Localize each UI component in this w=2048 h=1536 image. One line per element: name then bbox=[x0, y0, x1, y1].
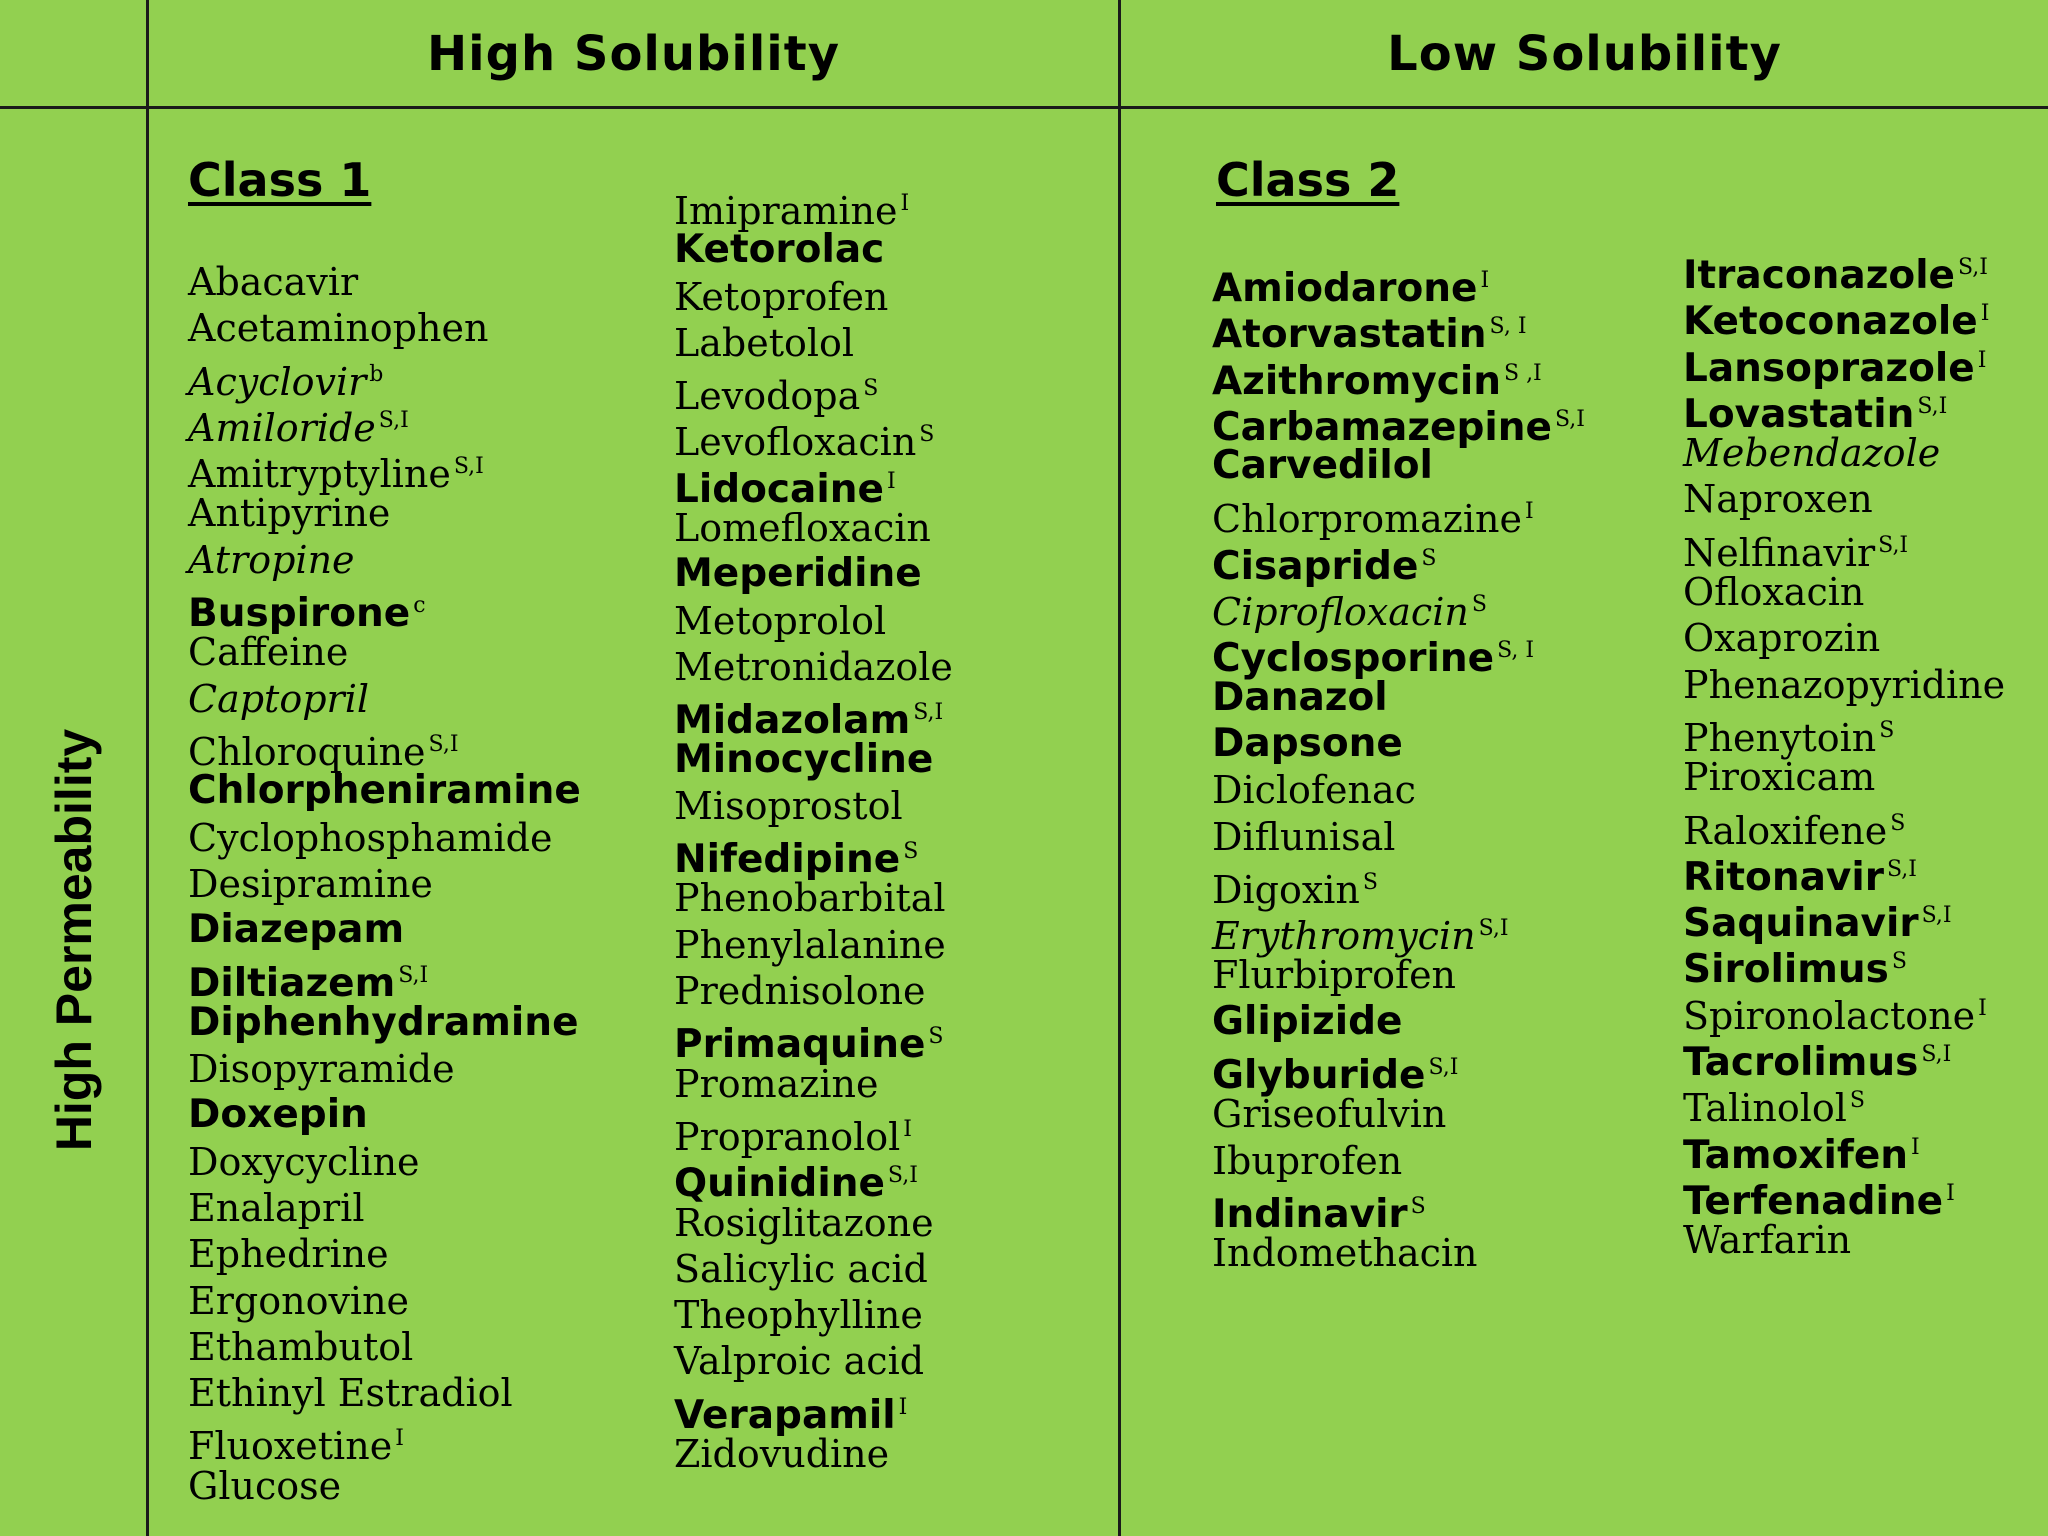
drug-annotation: S bbox=[1362, 869, 1378, 895]
drug-annotation: S,I bbox=[1921, 1042, 1952, 1068]
drug-item bbox=[674, 505, 953, 551]
drug-name: Meperidine bbox=[674, 551, 922, 597]
drug-name: Valproic acid bbox=[674, 1339, 925, 1384]
row-label-high-permeability: High Permeability bbox=[46, 728, 102, 1152]
drug-annotation: S,I bbox=[1555, 406, 1585, 432]
drug-name: Ergonovine bbox=[188, 1278, 410, 1323]
drug-item bbox=[1212, 1230, 1585, 1276]
drug-name: Abacavir bbox=[188, 260, 359, 304]
drug-item bbox=[1683, 291, 2005, 345]
drug-name: Enalapril bbox=[188, 1185, 365, 1230]
drug-name: Diazepam bbox=[188, 907, 405, 953]
drug-name: Amiloride bbox=[188, 405, 376, 450]
drug-name: Ethambutol bbox=[188, 1324, 414, 1369]
drug-name: Nelfinavir bbox=[1683, 530, 1876, 575]
drug-annotation: I bbox=[1911, 1134, 1920, 1160]
drug-item bbox=[1212, 675, 1585, 721]
drug-name: Dapsone bbox=[1212, 720, 1403, 766]
drug-annotation: S,I bbox=[428, 731, 459, 757]
drug-item bbox=[188, 444, 581, 497]
drug-name: Theophylline bbox=[674, 1293, 923, 1338]
drug-name: Captopril bbox=[188, 676, 370, 721]
drug-annotation: I bbox=[1977, 347, 1987, 373]
drug-annotation: S bbox=[1471, 592, 1487, 618]
drug-name: Carvedilol bbox=[1212, 443, 1433, 489]
drug-name: Lomefloxacin bbox=[674, 506, 931, 551]
drug-annotation: S,I bbox=[453, 454, 484, 480]
drug-item bbox=[674, 1153, 953, 1207]
drug-item bbox=[1683, 754, 2005, 800]
drug-name: Tacrolimus bbox=[1683, 1040, 1919, 1086]
drug-item bbox=[188, 1278, 581, 1324]
drug-item bbox=[674, 875, 953, 921]
drug-name: Propranolol bbox=[674, 1114, 901, 1159]
drug-name: Salicylic acid bbox=[674, 1246, 928, 1291]
drug-name: Nifedipine bbox=[674, 837, 901, 883]
class-1-drug-list-left bbox=[188, 259, 581, 1509]
drug-item bbox=[188, 259, 581, 305]
drug-item bbox=[1683, 1078, 2005, 1131]
drug-name: Piroxicam bbox=[1683, 755, 1876, 800]
drug-name: Ofloxacin bbox=[1683, 570, 1865, 615]
drug-item bbox=[188, 907, 581, 953]
drug-name: Levodopa bbox=[674, 374, 861, 419]
drug-name: Atorvastatin bbox=[1212, 312, 1487, 358]
drug-annotation: S bbox=[1890, 810, 1906, 836]
drug-item bbox=[188, 352, 581, 404]
drug-item bbox=[1683, 430, 2005, 476]
drug-name: Warfarin bbox=[1683, 1218, 1852, 1263]
drug-item bbox=[1212, 443, 1585, 489]
drug-annotation: S,I bbox=[398, 963, 429, 989]
drug-annotation: S bbox=[928, 1024, 944, 1050]
drug-item bbox=[188, 629, 581, 675]
drug-item bbox=[674, 598, 953, 644]
drug-annotation: I bbox=[886, 468, 896, 494]
drug-name: Cisapride bbox=[1212, 543, 1419, 589]
drug-item bbox=[188, 815, 581, 861]
class-2-drug-list-left bbox=[1212, 258, 1585, 1277]
drug-name: Carbamazepine bbox=[1212, 404, 1553, 450]
drug-annotation: I bbox=[900, 191, 910, 216]
drug-name: Terfenadine bbox=[1683, 1178, 1944, 1224]
class-2-drug-list-right bbox=[1683, 245, 2005, 1264]
drug-item bbox=[1683, 986, 2005, 1038]
drug-name: Minocycline bbox=[674, 736, 934, 782]
drug-item bbox=[1683, 801, 2005, 853]
drug-name: Griseofulvin bbox=[1212, 1092, 1447, 1137]
drug-annotation: S,I bbox=[1886, 856, 1917, 882]
drug-item bbox=[1212, 1184, 1585, 1237]
drug-name: Glucose bbox=[188, 1463, 342, 1508]
drug-name: Ketoconazole bbox=[1683, 299, 1978, 345]
drug-name: Saquinavir bbox=[1683, 901, 1919, 947]
drug-item bbox=[1683, 615, 2005, 661]
drug-item bbox=[674, 690, 953, 744]
drug-item bbox=[674, 366, 953, 419]
drug-name: Ciprofloxacin bbox=[1212, 590, 1469, 635]
drug-annotation: S bbox=[863, 376, 879, 402]
drug-annotation: S ,I bbox=[1504, 360, 1542, 386]
drug-item bbox=[674, 459, 953, 512]
drug-annotation: I bbox=[395, 1426, 404, 1452]
drug-item bbox=[674, 829, 953, 883]
drug-item bbox=[1212, 258, 1585, 311]
drug-name: Phenazopyridine bbox=[1683, 662, 2006, 707]
drug-annotation: S,I bbox=[1878, 532, 1909, 558]
drug-item bbox=[1212, 582, 1585, 635]
drug-name: Talinolol bbox=[1683, 1086, 1847, 1131]
drug-name: Digoxin bbox=[1212, 867, 1360, 912]
drug-item bbox=[674, 1014, 953, 1068]
drug-item bbox=[674, 644, 953, 690]
drug-name: Rosiglitazone bbox=[674, 1200, 934, 1245]
drug-item bbox=[188, 1324, 581, 1370]
row-label-cell bbox=[0, 108, 148, 1536]
drug-item bbox=[188, 1231, 581, 1277]
drug-name: Misoprostol bbox=[674, 783, 903, 828]
drug-item bbox=[674, 1061, 953, 1107]
drug-item bbox=[674, 968, 953, 1014]
drug-item bbox=[188, 1463, 581, 1509]
drug-name: Diclofenac bbox=[1212, 768, 1416, 813]
drug-item bbox=[674, 1292, 953, 1338]
drug-item bbox=[1683, 476, 2005, 522]
drug-annotation: S bbox=[903, 839, 919, 865]
drug-item bbox=[1683, 1171, 2005, 1224]
drug-item bbox=[188, 305, 581, 351]
drug-item bbox=[1683, 893, 2005, 947]
drug-item bbox=[674, 1246, 953, 1292]
drug-item bbox=[674, 1107, 953, 1159]
drug-item bbox=[1212, 536, 1585, 589]
drug-item bbox=[188, 1000, 581, 1046]
drug-name: Diltiazem bbox=[188, 961, 396, 1007]
drug-item bbox=[188, 722, 581, 774]
class-1-drug-list-right bbox=[674, 181, 953, 1477]
drug-name: Promazine bbox=[674, 1061, 879, 1106]
drug-name: Cyclophosphamide bbox=[188, 815, 553, 860]
drug-item bbox=[1683, 569, 2005, 615]
drug-item bbox=[188, 1046, 581, 1092]
drug-name: Acetaminophen bbox=[188, 306, 489, 351]
drug-item bbox=[1683, 523, 2005, 575]
drug-name: Ephedrine bbox=[188, 1232, 389, 1277]
drug-item bbox=[674, 737, 953, 783]
drug-item bbox=[674, 783, 953, 829]
drug-item bbox=[188, 1416, 581, 1469]
drug-name: Caffeine bbox=[188, 630, 349, 675]
drug-annotation: I bbox=[1978, 995, 1987, 1021]
drug-name: Danazol bbox=[1212, 674, 1388, 720]
drug-name: Sirolimus bbox=[1683, 947, 1889, 993]
drug-item bbox=[674, 412, 953, 465]
drug-item bbox=[1212, 814, 1585, 860]
drug-name: Erythromycin bbox=[1212, 914, 1476, 959]
drug-item bbox=[188, 398, 581, 450]
drug-item bbox=[674, 181, 953, 233]
drug-name: Ketorolac bbox=[674, 227, 885, 273]
header-low-solubility: Low Solubility bbox=[1387, 26, 1782, 82]
drug-name: Zidovudine bbox=[674, 1432, 890, 1477]
drug-item bbox=[188, 490, 581, 536]
drug-item bbox=[1212, 906, 1585, 959]
drug-annotation: I bbox=[1480, 268, 1490, 293]
drug-item bbox=[1683, 847, 2005, 900]
drug-name: Lovastatin bbox=[1683, 391, 1915, 437]
drug-name: Glyburide bbox=[1212, 1053, 1426, 1099]
drug-item bbox=[1683, 939, 2005, 993]
drug-item bbox=[1212, 304, 1585, 358]
drug-annotation: I bbox=[903, 1116, 912, 1142]
class-1-title: Class 1 bbox=[188, 153, 372, 207]
drug-name: Doxepin bbox=[188, 1092, 368, 1138]
drug-annotation: S,I bbox=[1921, 903, 1952, 929]
drug-item bbox=[1212, 489, 1585, 542]
drug-name: Desipramine bbox=[188, 861, 433, 906]
drug-annotation: S bbox=[1410, 1193, 1426, 1219]
drug-annotation: I bbox=[1524, 499, 1534, 525]
drug-annotation: I bbox=[1946, 1180, 1955, 1206]
drug-annotation: I bbox=[898, 1394, 908, 1420]
drug-item bbox=[1683, 1217, 2005, 1263]
drug-name: Disopyramide bbox=[188, 1047, 455, 1092]
drug-name: Atropine bbox=[188, 537, 355, 582]
drug-name: Naproxen bbox=[1683, 477, 1873, 522]
drug-item bbox=[188, 1185, 581, 1231]
drug-item bbox=[674, 1200, 953, 1246]
drug-name: Indomethacin bbox=[1212, 1231, 1478, 1276]
drug-name: Diflunisal bbox=[1212, 814, 1396, 859]
drug-name: Amitryptyline bbox=[188, 452, 451, 497]
drug-name: Glipizide bbox=[1212, 998, 1403, 1044]
drug-item bbox=[188, 953, 581, 1007]
drug-name: Phenytoin bbox=[1683, 715, 1877, 760]
drug-item bbox=[188, 1092, 581, 1138]
drug-annotation: c bbox=[413, 593, 426, 619]
drug-name: Antipyrine bbox=[188, 491, 391, 536]
drug-name: Ritonavir bbox=[1683, 854, 1884, 900]
drug-item bbox=[1212, 767, 1585, 813]
drug-item bbox=[188, 768, 581, 814]
drug-name: Diphenhydramine bbox=[188, 999, 579, 1045]
drug-annotation: b bbox=[369, 361, 384, 387]
drug-item bbox=[674, 320, 953, 366]
drug-annotation: S,I bbox=[887, 1163, 918, 1189]
drug-item bbox=[1212, 351, 1585, 404]
drug-item bbox=[674, 551, 953, 597]
drug-name: Verapamil bbox=[674, 1392, 896, 1438]
drug-name: Ketoprofen bbox=[674, 274, 889, 319]
drug-name: Itraconazole bbox=[1683, 253, 1956, 298]
drug-name: Flurbiprofen bbox=[1212, 953, 1457, 998]
drug-annotation: S, I bbox=[1497, 638, 1535, 664]
drug-name: Raloxifene bbox=[1683, 808, 1888, 853]
drug-item bbox=[188, 676, 581, 722]
drug-name: Oxaprozin bbox=[1683, 616, 1881, 661]
drug-name: Labetolol bbox=[674, 320, 855, 365]
drug-name: Midazolam bbox=[674, 698, 911, 744]
drug-item bbox=[674, 274, 953, 320]
drug-name: Doxycycline bbox=[188, 1139, 420, 1184]
drug-name: Cyclosporine bbox=[1212, 636, 1495, 682]
drug-item bbox=[674, 1338, 953, 1384]
drug-name: Primaquine bbox=[674, 1022, 926, 1068]
drug-name: Mebendazole bbox=[1683, 431, 1941, 476]
drug-name: Tamoxifen bbox=[1683, 1132, 1909, 1178]
drug-annotation: S bbox=[1421, 545, 1437, 571]
drug-name: Chlorpromazine bbox=[1212, 497, 1522, 542]
drug-item bbox=[188, 1139, 581, 1185]
drug-name: Indinavir bbox=[1212, 1191, 1408, 1237]
drug-annotation: S,I bbox=[1917, 393, 1948, 419]
drug-item bbox=[188, 537, 581, 583]
drug-name: Lansoprazole bbox=[1683, 345, 1975, 391]
drug-item bbox=[1683, 662, 2005, 708]
drug-annotation: S,I bbox=[378, 407, 409, 433]
drug-annotation: S,I bbox=[1428, 1055, 1459, 1081]
drug-item bbox=[1212, 1091, 1585, 1137]
drug-name: Phenobarbital bbox=[674, 876, 946, 921]
drug-item bbox=[188, 861, 581, 907]
drug-item bbox=[674, 1431, 953, 1477]
drug-item bbox=[1212, 952, 1585, 998]
drug-name: Acyclovir bbox=[188, 359, 367, 404]
drug-item bbox=[1212, 628, 1585, 682]
drug-item bbox=[674, 1385, 953, 1438]
drug-item bbox=[1212, 1045, 1585, 1099]
drug-name: Phenylalanine bbox=[674, 922, 946, 967]
drug-name: Fluoxetine bbox=[188, 1424, 393, 1469]
drug-name: Imipramine bbox=[674, 189, 898, 233]
drug-item bbox=[1212, 1138, 1585, 1184]
header-high-solubility: High Solubility bbox=[427, 26, 840, 82]
drug-annotation: S,I bbox=[913, 700, 944, 726]
drug-item bbox=[1683, 1032, 2005, 1086]
drug-name: Amiodarone bbox=[1212, 266, 1478, 311]
class-2-title: Class 2 bbox=[1216, 153, 1400, 207]
drug-item bbox=[1212, 999, 1585, 1045]
drug-name: Buspirone bbox=[188, 591, 411, 637]
drug-annotation: S,I bbox=[1478, 916, 1509, 942]
drug-item bbox=[1212, 860, 1585, 912]
drug-name: Levofloxacin bbox=[674, 420, 917, 465]
drug-name: Chloroquine bbox=[188, 729, 426, 774]
drug-annotation: S bbox=[1849, 1088, 1865, 1114]
drug-item bbox=[1683, 708, 2005, 760]
drug-annotation: S,I bbox=[1958, 255, 1988, 280]
drug-name: Ethinyl Estradiol bbox=[188, 1371, 513, 1416]
drug-annotation: S bbox=[1879, 717, 1895, 743]
drug-item bbox=[1683, 338, 2005, 391]
drug-annotation: S, I bbox=[1489, 314, 1527, 340]
drug-name: Azithromycin bbox=[1212, 358, 1501, 404]
drug-name: Quinidine bbox=[674, 1161, 885, 1207]
drug-annotation: S bbox=[919, 422, 935, 448]
drug-name: Ibuprofen bbox=[1212, 1138, 1403, 1183]
grid-line-middle bbox=[1118, 0, 1121, 1536]
drug-annotation: I bbox=[1980, 301, 1990, 327]
drug-item bbox=[188, 1370, 581, 1416]
drug-annotation: S bbox=[1891, 949, 1907, 975]
drug-name: Lidocaine bbox=[674, 466, 884, 512]
drug-item bbox=[1212, 721, 1585, 767]
drug-name: Metronidazole bbox=[674, 644, 953, 689]
drug-item bbox=[1212, 397, 1585, 450]
drug-item bbox=[188, 583, 581, 637]
drug-name: Metoprolol bbox=[674, 598, 887, 643]
drug-name: Prednisolone bbox=[674, 969, 926, 1014]
drug-item bbox=[1683, 1125, 2005, 1178]
drug-item bbox=[674, 922, 953, 968]
drug-name: Spironolactone bbox=[1683, 993, 1976, 1038]
drug-item bbox=[674, 227, 953, 273]
drug-item bbox=[1683, 245, 2005, 298]
drug-name: Chlorpheniramine bbox=[188, 768, 581, 814]
